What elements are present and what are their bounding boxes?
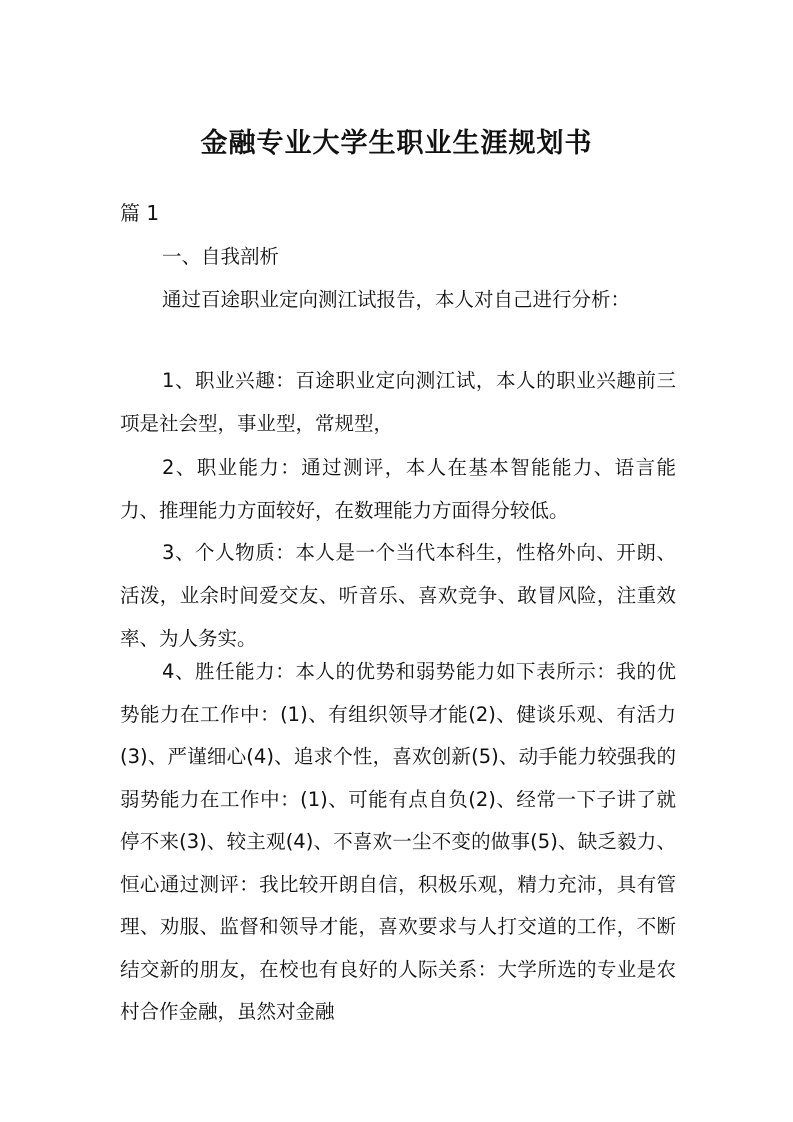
paragraph-personal-traits: 3、个人物质：本人是一个当代本科生，性格外向、开朗、活泼，业余时间爱交友、听音乐、喜欢竞争、敢冒风险，注重效率、为人务实。: [120, 541, 676, 650]
paragraph-career-ability: 2、职业能力：通过测评，本人在基本智能能力、语言能力、推理能力方面较好，在数理能力方面得分较低。: [120, 456, 676, 522]
intro-paragraph: 通过百途职业定向测江试报告，本人对自己进行分析：: [162, 288, 631, 311]
section-label: 篇 1: [120, 201, 160, 225]
document-title: 金融专业大学生职业生涯规划书: [200, 128, 593, 159]
section-heading: 一、自我剖析: [162, 245, 280, 268]
paragraph-competency: 4、胜任能力：本人的优势和弱势能力如下表所示：我的优势能力在工作中：(1)、有组织领导才能(2)、健谈乐观、有活力(3)、严谨细心(4)、追求个性，喜欢创新(5)、动手能力较强我的弱势能力在工作中：(1)、可能有点自负(2)、经常一下子讲了就停不来(3)、较主观(4)、不喜欢一尘不变的做事(5)、缺乏毅力、恒心通过测评：我比较开朗自信，积极乐观，精力充沛，具有管理、劝服、监督和领导才能，喜欢要求与人打交道的工作，不断结交新的朋友，在校也有良好的人际关系：大学所选的专业是农村合作金融，虽然对金融: [120, 660, 676, 1023]
paragraph-career-interest: 1、职业兴趣：百途职业定向测江试，本人的职业兴趣前三项是社会型，事业型，常规型，: [120, 369, 676, 435]
